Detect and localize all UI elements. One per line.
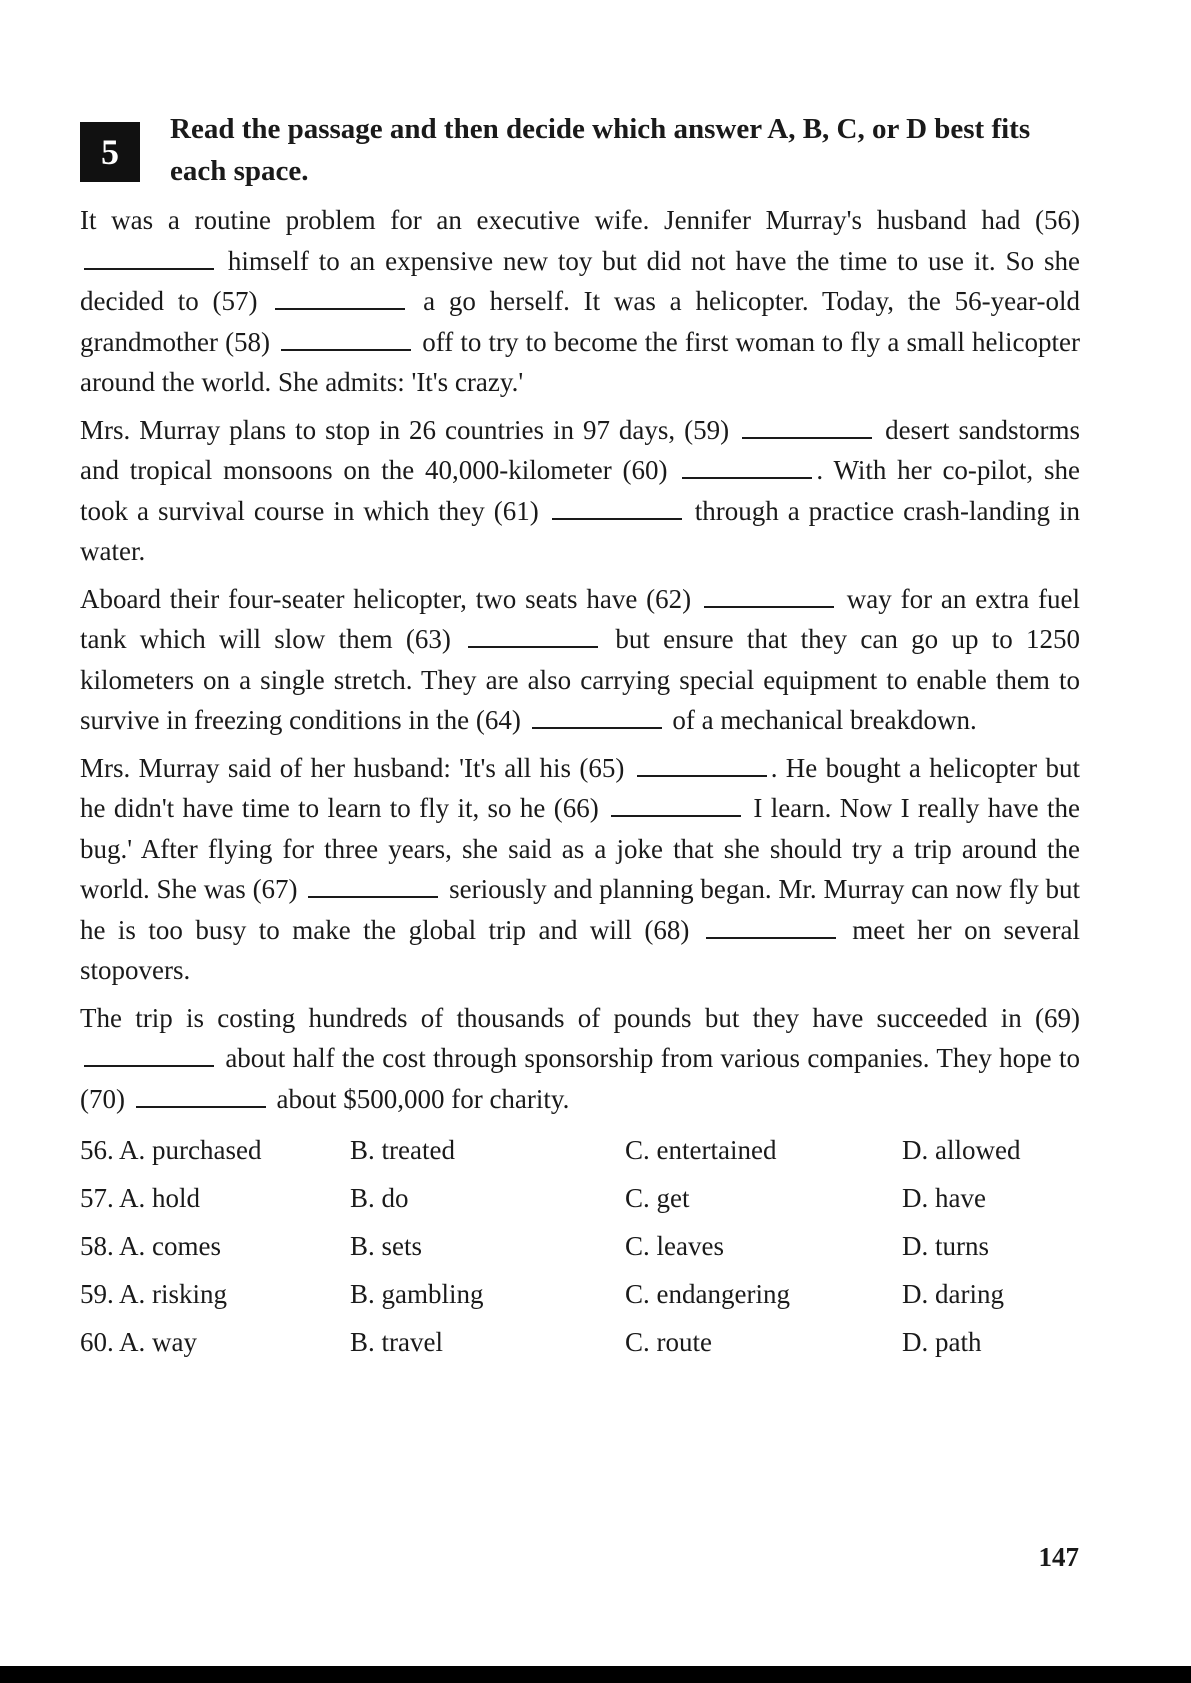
answer-blank (682, 457, 812, 479)
passage-text: It was a routine problem for an executive wife. Jennifer Murray's husband had (56) (80, 205, 1080, 235)
option-c: C. route (625, 1326, 712, 1357)
passage (80, 200, 1080, 1119)
option-row (80, 1126, 1080, 1174)
passage-paragraph (80, 748, 1080, 991)
passage-text: seriously and planning began. Mr. Murray can now fly but he is too busy to make the global trip and will (68) (80, 874, 1081, 945)
answer-blank (136, 1086, 266, 1108)
answer-blank (704, 586, 834, 608)
passage-text: The trip is costing hundreds of thousands of pounds but they have succeeded in (69) (80, 1002, 1080, 1033)
passage-text: . He bought a helicopter but he didn't have time to learn to fly it, so he (66) (80, 752, 1080, 823)
option-b: B. do (350, 1182, 409, 1213)
answer-blank (552, 498, 682, 520)
passage-text: Mrs. Murray said of her husband: 'It's all his (65) (80, 752, 633, 783)
answer-blank (637, 755, 767, 777)
passage-text: off to try to become the first woman to fly a small helicopter around the world. She admits: 'It's crazy.' (80, 326, 1081, 397)
answer-blank (742, 417, 872, 439)
passage-text: himself to an expensive new toy but did not have the time to use it. So she decided to (57) (80, 245, 1080, 316)
option-d: D. daring (902, 1278, 1004, 1309)
option-b: B. treated (350, 1134, 455, 1165)
option-row (80, 1318, 1080, 1366)
passage-text: through a practice crash-landing in water. (80, 495, 1081, 566)
option-c: C. entertained (625, 1134, 777, 1165)
option-c: C. get (625, 1182, 690, 1213)
passage-text: of a mechanical breakdown. (665, 705, 977, 735)
passage-paragraph (80, 579, 1080, 741)
option-row (80, 1174, 1080, 1222)
question-option-a: 56. A. purchased (80, 1134, 262, 1165)
answer-blank (84, 248, 214, 270)
answer-blank (706, 917, 836, 939)
passage-text: about $500,000 for charity. (269, 1083, 570, 1114)
question-option-a: 58. A. comes (80, 1230, 221, 1261)
passage-text: desert sandstorms and tropical monsoons on the 40,000-kilometer (60) (80, 414, 1081, 485)
answer-blank (308, 876, 438, 898)
section-number-badge: 5 (80, 122, 140, 182)
option-d: D. have (902, 1182, 986, 1213)
passage-text: a go herself. It was a helicopter. Today, the 56-year-old grandmother (58) (80, 286, 1080, 357)
page-number: 147 (1038, 1542, 1079, 1572)
bottom-edge-bar (0, 1666, 1191, 1683)
option-d: D. allowed (902, 1134, 1021, 1165)
option-row (80, 1222, 1080, 1270)
passage-text: Aboard their four-seater helicopter, two seats have (62) (80, 583, 700, 614)
answer-blank (275, 288, 405, 310)
answer-options (80, 1126, 1080, 1366)
exercise-page (80, 108, 1080, 1366)
option-b: B. sets (350, 1230, 423, 1261)
passage-text: but ensure that they can go up to 1250 kilometers on a single stretch. They are also carrying special equipment to enable them to survive in freezing conditions in the (64) (80, 624, 1080, 735)
passage-paragraph (80, 200, 1080, 403)
question-option-a: 59. A. risking (80, 1278, 228, 1309)
answer-blank (281, 329, 411, 351)
answer-blank (84, 1045, 214, 1067)
passage-text: way for an extra fuel tank which will slow them (63) (80, 583, 1080, 654)
option-d: D. turns (902, 1230, 989, 1261)
answer-blank (532, 707, 662, 729)
option-b: B. gambling (350, 1278, 484, 1309)
passage-text: meet her on several stopovers. (80, 914, 1080, 985)
passage-paragraph (80, 410, 1080, 572)
option-row (80, 1270, 1080, 1318)
passage-text: I learn. Now I really have the bug.' After flying for three years, she said as a joke that she should try a trip around the world. She was (67) (80, 793, 1080, 904)
passage-paragraph (80, 998, 1080, 1120)
option-b: B. travel (350, 1326, 443, 1357)
question-option-a: 57. A. hold (80, 1182, 201, 1213)
passage-text: Mrs. Murray plans to stop in 26 countries in 97 days, (59) (80, 414, 739, 445)
option-c: C. leaves (625, 1230, 724, 1261)
option-d: D. path (902, 1326, 982, 1357)
answer-blank (468, 626, 598, 648)
answer-blank (611, 795, 741, 817)
passage-text: about half the cost through sponsorship from various companies. They hope to (70) (80, 1043, 1080, 1114)
exercise-header (80, 108, 1080, 192)
passage-text: . With her co-pilot, she took a survival course in which they (61) (80, 455, 1080, 526)
instructions: Read the passage and then decide which answer A, B, C, or D best fits each space. (170, 113, 1031, 187)
option-c: C. endangering (625, 1278, 790, 1309)
question-option-a: 60. A. way (80, 1326, 197, 1357)
